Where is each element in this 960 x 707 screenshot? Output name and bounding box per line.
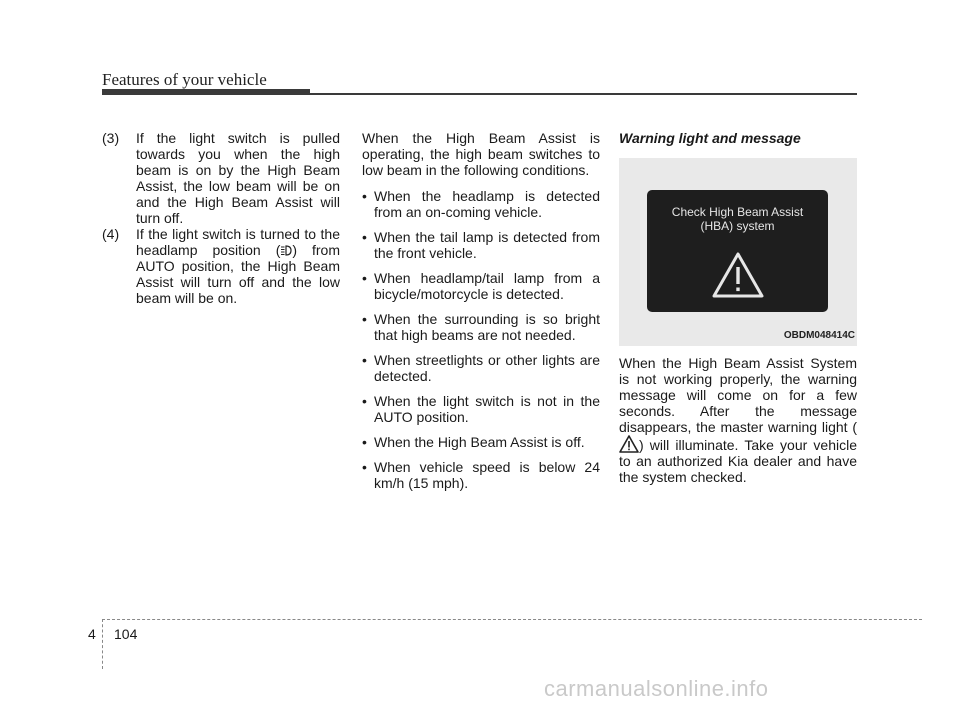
header-rule-thick (102, 89, 310, 95)
condition-bullet: • When streetlights or other lights are detected. (362, 352, 600, 384)
item-text: If the light switch is pulled towards you when the high beam is on by the High Beam Assist, the low beam will be on and the High Beam Assist will turn off. (136, 130, 340, 226)
column-left (102, 130, 340, 306)
footer-divider (102, 619, 103, 669)
display-message-line2: (HBA) system (700, 219, 775, 233)
item-number: (4) (102, 226, 120, 242)
cluster-figure (619, 158, 857, 346)
body-text-after: ) will illuminate. Take your vehicle to an authorized Kia dealer and have the system checked. (619, 437, 857, 485)
bullet-text: When streetlights or other lights are detected. (374, 352, 600, 384)
master-warning-icon (619, 435, 639, 453)
condition-bullet: • When the surrounding is so bright that high beams are not needed. (362, 311, 600, 343)
bullet-text: When the light switch is not in the AUTO position. (374, 393, 600, 425)
figure-code: OBDM048414C (783, 330, 855, 341)
item-text (136, 226, 340, 306)
numbered-item-4 (102, 226, 340, 306)
bullet-text: When vehicle speed is below 24 km/h (15 mph). (374, 459, 600, 491)
warning-body-text (619, 355, 857, 485)
bullet-text: When the tail lamp is detected from the front vehicle. (374, 229, 600, 261)
bullet-text: When the High Beam Assist is off. (374, 434, 585, 450)
page-number: 104 (114, 626, 138, 642)
bullet-text: When the headlamp is detected from an on-coming vehicle. (374, 188, 600, 220)
headlamp-icon (280, 244, 292, 257)
section-heading: Warning light and message (619, 130, 801, 146)
bullet-text: When the surrounding is so bright that high beams are not needed. (374, 311, 600, 343)
cluster-display (647, 190, 828, 312)
page-header-title: Features of your vehicle (102, 70, 267, 89)
item-text-after: ) from AUTO position, the High Beam Assist will turn off and the low beam will be on. (136, 242, 340, 306)
condition-bullet: • When vehicle speed is below 24 km/h (15 mph). (362, 459, 600, 491)
bullet-text: When headlamp/tail lamp from a bicycle/motorcycle is detected. (374, 270, 600, 302)
watermark-text: carmanualsonline.info (544, 676, 769, 701)
item-number: (3) (102, 130, 120, 146)
condition-bullet: • When the tail lamp is detected from the front vehicle. (362, 229, 600, 261)
display-message-line1: Check High Beam Assist (671, 205, 804, 219)
column-right (619, 130, 857, 485)
column-middle (362, 130, 600, 500)
item-text-before: If the light switch is turned to the headlamp position ( (136, 226, 340, 258)
body-text-before: When the High Beam Assist System is not working properly, the warning message will come on for a few seconds. After the message disappears, the master warning light ( (619, 355, 857, 435)
warning-triangle-icon (711, 250, 765, 300)
numbered-item-3 (102, 130, 340, 226)
header-rule-thin (310, 93, 857, 95)
condition-bullet: • When the High Beam Assist is off. (362, 434, 585, 450)
condition-bullet: • When headlamp/tail lamp from a bicycle/motorcycle is detected. (362, 270, 600, 302)
chapter-number: 4 (88, 626, 96, 642)
conditions-intro: When the High Beam Assist is operating, the high beam switches to low beam in the following conditions. (362, 130, 600, 178)
footer-rule (102, 619, 922, 620)
condition-bullet: • When the headlamp is detected from an on-coming vehicle. (362, 188, 600, 220)
condition-bullet: • When the light switch is not in the AUTO position. (362, 393, 600, 425)
